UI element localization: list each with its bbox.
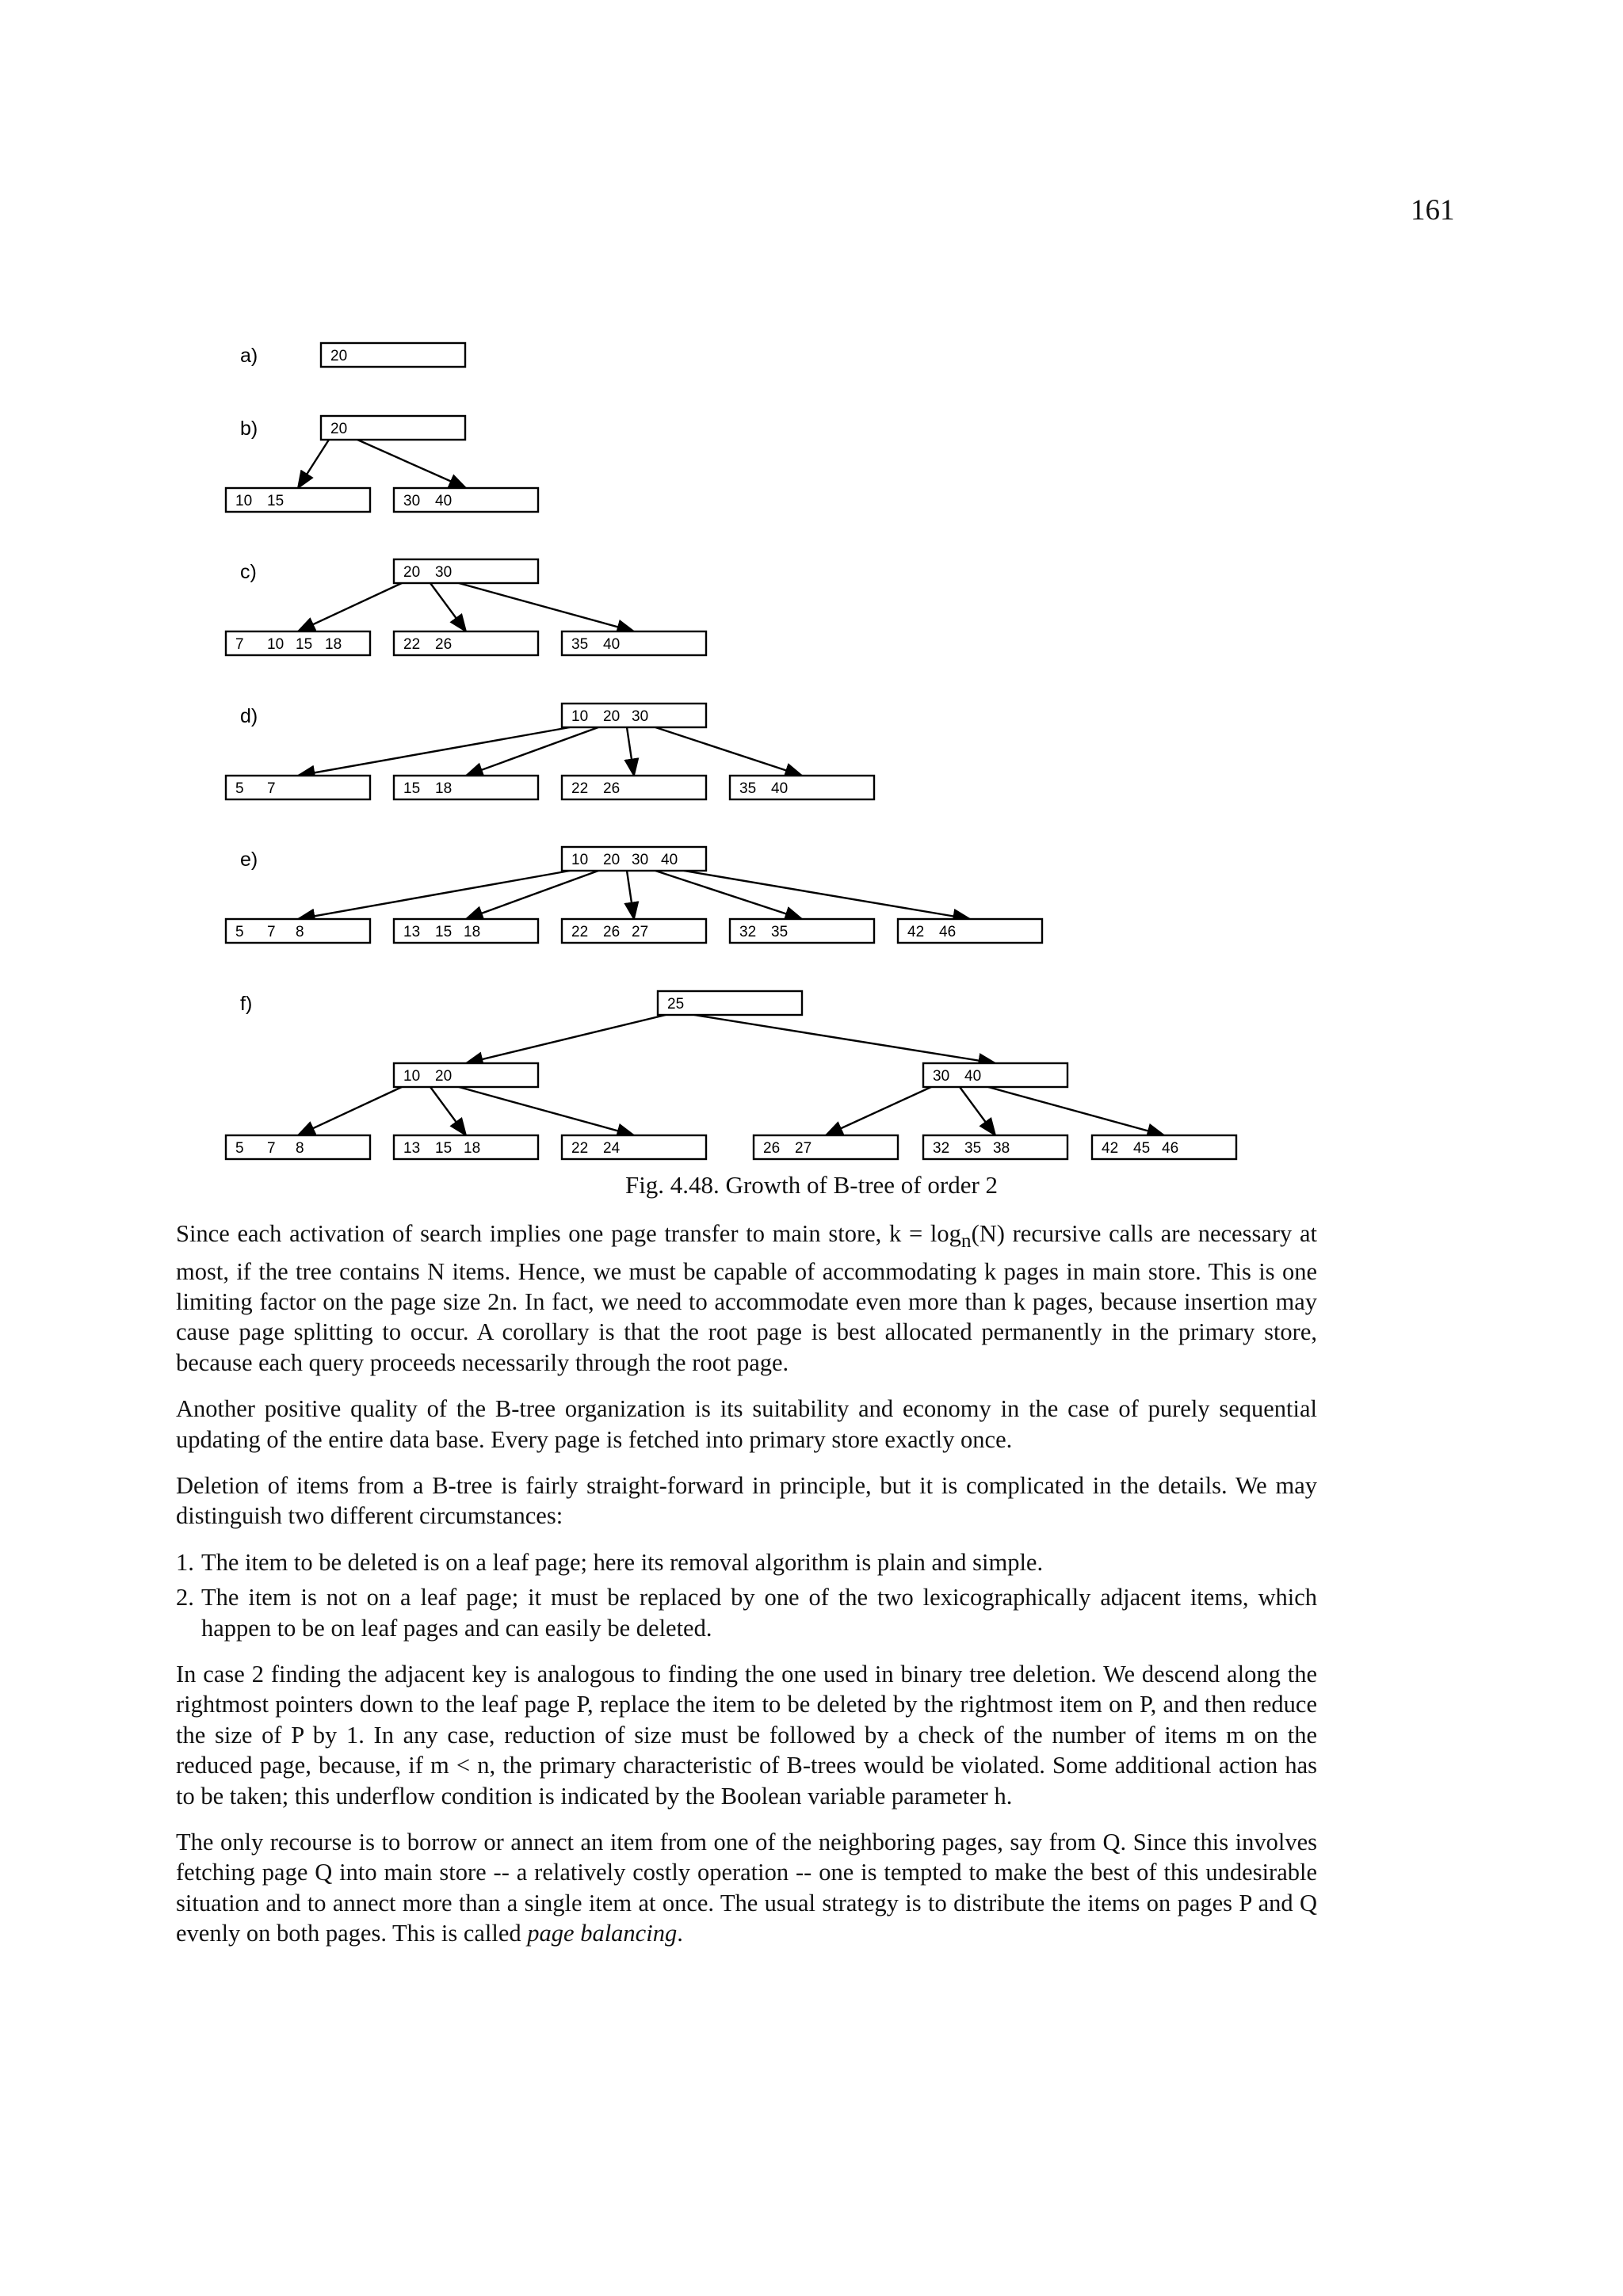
- paragraph-page-transfers: Since each activation of search implies one page transfer to main store, $k = \log_n(N)$ recursive calls are necessary at most, if the tree contains N items. Hence, we must be capable of accommodating k pages in main store. This is one limiting factor on the page size 2n. In fact, we need to accommodate even more than k pages, because insertion may cause page splitting to occur. A corollary is that the root page is best allocated permanently in the primary store, because each query proceeds necessarily through the root page.: [176, 1220, 1317, 1376]
- btree-page: [898, 919, 1042, 943]
- btree-page: [923, 1063, 1067, 1087]
- btree-page: [394, 559, 538, 583]
- page-key: 46: [1162, 1140, 1179, 1157]
- page-key: 13: [403, 924, 421, 940]
- page-key: 18: [464, 1140, 481, 1157]
- deletion-cases-list: [176, 1547, 1317, 1643]
- page-key: 15: [296, 636, 313, 653]
- page-key: 22: [571, 780, 589, 797]
- btree-page: [562, 704, 706, 727]
- page-key: 22: [571, 1140, 589, 1157]
- page-key: 40: [603, 636, 621, 653]
- page-key: 40: [661, 852, 678, 868]
- page-key: 30: [632, 708, 649, 725]
- tree-edge: [298, 871, 570, 919]
- step-label: e): [240, 849, 258, 871]
- page-key: 30: [933, 1068, 950, 1085]
- page-key: 27: [632, 924, 649, 940]
- page-key: 20: [603, 852, 621, 868]
- btree-page: [226, 776, 370, 799]
- figure-step: [226, 559, 706, 655]
- btree-page: [1092, 1135, 1236, 1159]
- page-key: 26: [435, 636, 453, 653]
- page-key: 10: [571, 852, 589, 868]
- btree-page: [394, 1135, 538, 1159]
- tree-edge: [826, 1087, 931, 1135]
- tree-edge: [466, 1015, 666, 1063]
- page-key: 40: [771, 780, 789, 797]
- btree-page: [730, 919, 874, 943]
- page-key: 15: [435, 924, 453, 940]
- list-item: 1. The item to be deleted is on a leaf page; here its removal algorithm is plain and simple.: [176, 1548, 1044, 1576]
- page-key: 32: [933, 1140, 950, 1157]
- page-key: 7: [267, 924, 276, 940]
- page-key: 20: [403, 564, 421, 581]
- tree-edge: [694, 1015, 995, 1063]
- page-key: 27: [795, 1140, 812, 1157]
- figure-step: [226, 704, 874, 799]
- page-key: 20: [435, 1068, 453, 1085]
- page-key: 25: [667, 996, 685, 1013]
- page-key: 30: [435, 564, 453, 581]
- tree-edge: [627, 871, 634, 919]
- page-key: 35: [739, 780, 757, 797]
- btree-page: [226, 919, 370, 943]
- tree-edge: [298, 727, 570, 776]
- btree-page: [562, 1135, 706, 1159]
- step-label: f): [240, 993, 253, 1015]
- page-number: 161: [1411, 194, 1455, 227]
- step-label: a): [240, 345, 258, 367]
- tree-edge: [298, 583, 402, 631]
- page-key: 10: [571, 708, 589, 725]
- page-key: 20: [603, 708, 621, 725]
- btree-page: [562, 847, 706, 871]
- step-label: c): [240, 561, 257, 583]
- page-key: 35: [771, 924, 789, 940]
- page-key: 15: [403, 780, 421, 797]
- btree-page: [923, 1135, 1067, 1159]
- page-key: 8: [296, 924, 304, 940]
- page-key: 13: [403, 1140, 421, 1157]
- page-key: 35: [571, 636, 589, 653]
- page-key: 10: [403, 1068, 421, 1085]
- page-key: 5: [235, 924, 244, 940]
- page-key: 30: [632, 852, 649, 868]
- tree-edge: [298, 440, 329, 488]
- tree-edge: [298, 1087, 402, 1135]
- btree-page: [226, 488, 370, 512]
- page-key: 40: [964, 1068, 982, 1085]
- list-item: 2. The item is not on a leaf page; it must be replaced by one of the two lexicographically adjacent items, which happen to be on leaf pages and can easily be deleted.: [176, 1584, 1317, 1642]
- figure-step: [240, 343, 465, 367]
- page-key: 26: [763, 1140, 781, 1157]
- btree-page: [394, 1063, 538, 1087]
- figure-step: [226, 416, 538, 512]
- emphasis-page-balancing: page balancing: [527, 1920, 678, 1947]
- tree-edge: [357, 440, 466, 488]
- tree-edge: [430, 583, 466, 631]
- page-key: 15: [435, 1140, 453, 1157]
- page-key: 40: [435, 493, 453, 509]
- page-key: 22: [403, 636, 421, 653]
- page-key: 42: [907, 924, 925, 940]
- btree-page: [394, 776, 538, 799]
- page-key: 46: [939, 924, 957, 940]
- btree-page: [394, 631, 538, 655]
- btree-page: [730, 776, 874, 799]
- btree-page: [562, 776, 706, 799]
- page-key: 18: [464, 924, 481, 940]
- page-key: 15: [267, 493, 285, 509]
- figure-step: [226, 991, 1236, 1159]
- page-key: 32: [739, 924, 757, 940]
- page-key: 26: [603, 924, 621, 940]
- paragraph-deletion-intro: Deletion of items from a B-tree is fairly straight-forward in principle, but it is complicated in the details. We may distinguish two different circumstances:: [176, 1471, 1317, 1530]
- page-key: 5: [235, 1140, 244, 1157]
- page-key: 24: [603, 1140, 621, 1157]
- tree-edge: [459, 1087, 634, 1135]
- paragraph-case-two: In case 2 finding the adjacent key is analogous to finding the one used in binary tree deletion. We descend along the rightmost pointers down to the leaf page P, replace the item to be deleted by the rightmost item on P, and then reduce the size of P by 1. In any case, reduction of size must be followed by a check of the number of items m on the reduced page, because, if m < n, the primary characteristic of B-trees would be violated. Some additional action has to be taken; this underflow condition is indicated by the Boolean variable parameter h.: [176, 1660, 1317, 1810]
- btree-page: [394, 488, 538, 512]
- tree-edge: [459, 583, 634, 631]
- tree-edge: [655, 727, 802, 776]
- btree-page: [226, 1135, 370, 1159]
- btree-page: [321, 343, 465, 367]
- page-key: 18: [325, 636, 342, 653]
- page-key: 10: [267, 636, 285, 653]
- tree-edge: [960, 1087, 995, 1135]
- page-key: 18: [435, 780, 453, 797]
- page-key: 20: [330, 421, 348, 437]
- btree-page: [754, 1135, 898, 1159]
- page-key: 7: [267, 1140, 276, 1157]
- step-label: d): [240, 705, 258, 727]
- btree-page: [562, 631, 706, 655]
- page-key: 26: [603, 780, 621, 797]
- page-key: 20: [330, 348, 348, 364]
- tree-edge: [430, 1087, 466, 1135]
- tree-edge: [988, 1087, 1164, 1135]
- btree-page: [394, 919, 538, 943]
- page-key: 7: [267, 780, 276, 797]
- btree-page: [658, 991, 802, 1015]
- page-key: 8: [296, 1140, 304, 1157]
- page-key: 35: [964, 1140, 982, 1157]
- page-key: 45: [1133, 1140, 1151, 1157]
- page-key: 10: [235, 493, 253, 509]
- body-text: [176, 1219, 1317, 1965]
- btree-page: [321, 416, 465, 440]
- page-key: 7: [235, 636, 244, 653]
- paragraph-sequential-updating: Another positive quality of the B-tree organization is its suitability and economy in the case of purely sequential updating of the entire data base. Every page is fetched into primary store exactly once.: [176, 1395, 1317, 1453]
- page-key: 5: [235, 780, 244, 797]
- page-key: 42: [1102, 1140, 1119, 1157]
- page-box: [226, 776, 370, 799]
- figure-step: [226, 847, 1042, 943]
- btree-page: [562, 919, 706, 943]
- paragraph-page-balancing: The only recourse is to borrow or annect an item from one of the neighboring pages, say from Q. Since this involves fetching page Q into main store -- a relatively costly operation -- one is tempted to make the best of this undesirable situation and to annect more than a single item at once. The usual strategy is to distribute the items on pages P and Q evenly on both pages. This is called page balancing.: [176, 1829, 1317, 1947]
- page-key: 38: [993, 1140, 1010, 1157]
- figure-caption: Fig. 4.48. Growth of B-tree of order 2: [624, 1171, 999, 1199]
- page-key: 30: [403, 493, 421, 509]
- step-label: b): [240, 418, 258, 440]
- log-subscript: n: [960, 1230, 972, 1253]
- tree-edge: [627, 727, 634, 776]
- page-key: 22: [571, 924, 589, 940]
- btree-page: [226, 631, 370, 655]
